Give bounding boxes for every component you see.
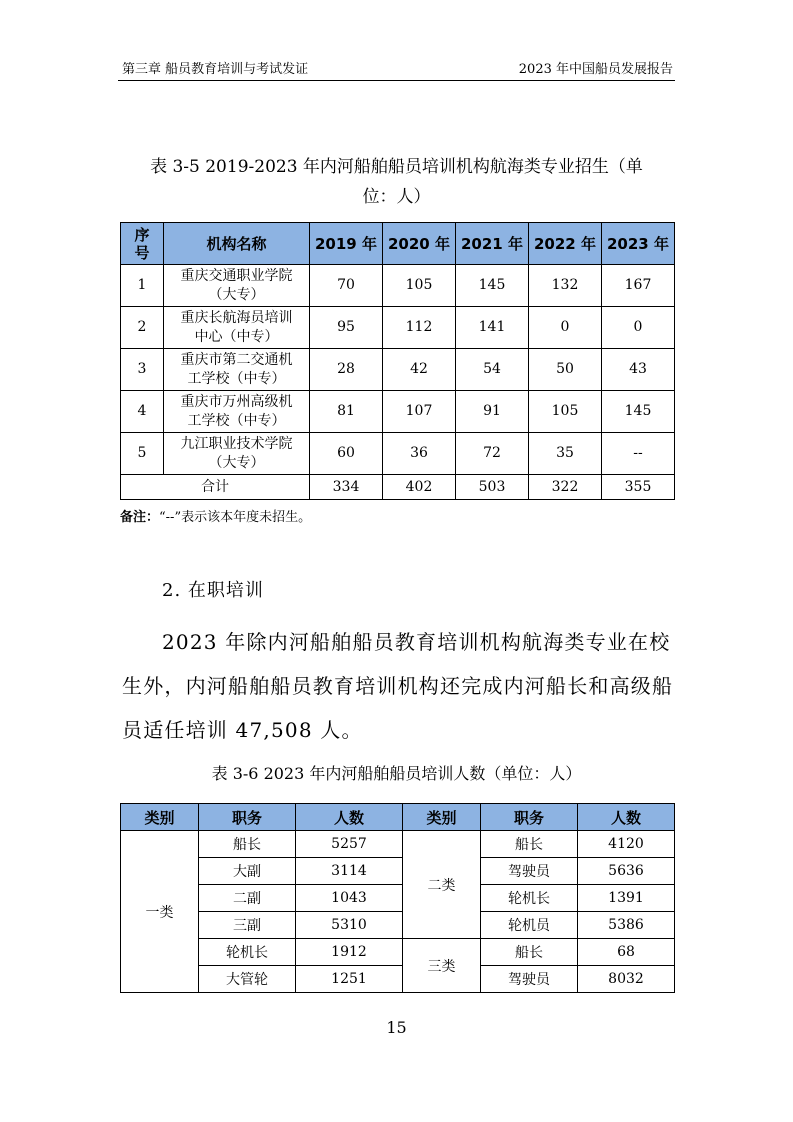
institution-name-line2: 中心（中专） [194, 328, 279, 345]
row-number: 3 [121, 349, 164, 391]
value-cell: 35 [529, 433, 602, 475]
header-institution: 机构名称 [164, 223, 310, 265]
count-cell: 4120 [578, 831, 675, 858]
header-seq-line1: 序 [134, 225, 150, 244]
header-count: 人数 [578, 804, 675, 831]
total-cell: 355 [602, 475, 675, 500]
page-number: 15 [386, 1018, 407, 1037]
count-cell: 1251 [296, 966, 403, 993]
value-cell: 0 [529, 307, 602, 349]
table-note [120, 506, 311, 525]
value-cell: 145 [602, 391, 675, 433]
table-row [121, 912, 675, 939]
header-chapter-title: 第三章 船员教育培训与考试发证 [122, 62, 309, 77]
value-cell: 50 [529, 349, 602, 391]
total-label: 合计 [121, 475, 310, 500]
count-cell: 8032 [578, 966, 675, 993]
table1-caption-line1: 表 3-5 2019-2023 年内河船舶船员培训机构航海类专业招生（单 [150, 157, 643, 177]
value-cell: 141 [456, 307, 529, 349]
count-cell: 1912 [296, 939, 403, 966]
value-cell: 0 [602, 307, 675, 349]
table-row [121, 265, 675, 307]
value-cell: 91 [456, 391, 529, 433]
institution-name [164, 307, 310, 349]
position-cell: 轮机长 [199, 939, 296, 966]
count-cell: 68 [578, 939, 675, 966]
category-cell-blank [403, 831, 481, 858]
table1-caption-line2: 位：人） [362, 187, 431, 207]
category-cell [403, 858, 481, 939]
position-cell: 船长 [481, 939, 578, 966]
header-position: 职务 [199, 804, 296, 831]
header-category: 类别 [403, 804, 481, 831]
position-cell: 轮机长 [481, 885, 578, 912]
training-count-table [120, 803, 675, 993]
category-label: 二类 [427, 877, 456, 894]
position-cell: 三副 [199, 912, 296, 939]
count-cell: 1391 [578, 885, 675, 912]
value-cell: 112 [383, 307, 456, 349]
header-category: 类别 [121, 804, 199, 831]
header-divider [118, 80, 675, 81]
value-cell: 72 [456, 433, 529, 475]
row-number: 5 [121, 433, 164, 475]
institution-name-line2: （大专） [208, 454, 265, 471]
count-cell: 5636 [578, 858, 675, 885]
position-cell: 二副 [199, 885, 296, 912]
institution-name-line1: 重庆交通职业学院 [180, 267, 293, 284]
value-cell: 167 [602, 265, 675, 307]
header-2021: 2021 年 [456, 223, 529, 265]
institution-name-line2: 工学校（中专） [187, 412, 286, 429]
value-cell: 107 [383, 391, 456, 433]
institution-name-line1: 重庆市万州高级机 [180, 393, 293, 410]
institution-name [164, 391, 310, 433]
value-cell: 43 [602, 349, 675, 391]
table-row [121, 391, 675, 433]
institution-name [164, 265, 310, 307]
count-cell: 3114 [296, 858, 403, 885]
table-row [121, 966, 675, 993]
value-cell: 28 [310, 349, 383, 391]
position-cell: 大副 [199, 858, 296, 885]
value-cell: 36 [383, 433, 456, 475]
position-cell: 大管轮 [199, 966, 296, 993]
enrollment-table [120, 222, 675, 500]
institution-name-line1: 九江职业技术学院 [180, 435, 293, 452]
value-cell: 81 [310, 391, 383, 433]
header-count: 人数 [296, 804, 403, 831]
header-2019: 2019 年 [310, 223, 383, 265]
value-cell: 42 [383, 349, 456, 391]
position-cell: 轮机员 [481, 912, 578, 939]
count-cell: 5310 [296, 912, 403, 939]
table-row [121, 349, 675, 391]
total-cell: 503 [456, 475, 529, 500]
category-cell: 一类 [121, 831, 199, 993]
table2-caption: 表 3-6 2023 年内河船舶船员培训人数（单位：人） [211, 764, 582, 783]
value-cell: -- [602, 433, 675, 475]
note-label: 备注： [120, 510, 160, 525]
position-cell: 船长 [199, 831, 296, 858]
table-header-row [121, 804, 675, 831]
institution-name-line2: 工学校（中专） [187, 370, 286, 387]
header-2022: 2022 年 [529, 223, 602, 265]
section-subheading: 2. 在职培训 [162, 580, 264, 601]
count-cell: 5257 [296, 831, 403, 858]
institution-name-line1: 重庆长航海员培训 [180, 309, 293, 326]
institution-name [164, 433, 310, 475]
value-cell: 70 [310, 265, 383, 307]
note-text: “--”表示该本年度未招生。 [159, 510, 312, 525]
table-row [121, 939, 675, 966]
row-number: 2 [121, 307, 164, 349]
table-row [121, 858, 675, 885]
value-cell: 105 [529, 391, 602, 433]
table1-caption [118, 152, 675, 212]
total-cell: 334 [310, 475, 383, 500]
institution-name [164, 349, 310, 391]
row-number: 1 [121, 265, 164, 307]
header-report-title: 2023 年中国船员发展报告 [518, 62, 673, 77]
value-cell: 105 [383, 265, 456, 307]
body-paragraph: 2023 年除内河船舶船员教育培训机构航海类专业在校生外，内河船舶船员教育培训机构还完成内河船长和高级船员适任培训 47,508 人。 [122, 630, 674, 742]
value-cell: 145 [456, 265, 529, 307]
total-row [121, 475, 675, 500]
table-header-row [121, 223, 675, 265]
value-cell: 95 [310, 307, 383, 349]
category-cell: 三类 [403, 939, 481, 993]
table-row [121, 433, 675, 475]
position-cell: 驾驶员 [481, 858, 578, 885]
header-seq-line2: 号 [134, 243, 150, 262]
position-cell: 船长 [481, 831, 578, 858]
position-cell: 驾驶员 [481, 966, 578, 993]
value-cell: 54 [456, 349, 529, 391]
value-cell: 132 [529, 265, 602, 307]
header-2023: 2023 年 [602, 223, 675, 265]
total-cell: 402 [383, 475, 456, 500]
institution-name-line2: （大专） [208, 286, 265, 303]
total-cell: 322 [529, 475, 602, 500]
count-cell: 1043 [296, 885, 403, 912]
header-2020: 2020 年 [383, 223, 456, 265]
row-number: 4 [121, 391, 164, 433]
value-cell: 60 [310, 433, 383, 475]
table-row [121, 831, 675, 858]
header-position: 职务 [481, 804, 578, 831]
table-row [121, 885, 675, 912]
table-row [121, 307, 675, 349]
count-cell: 5386 [578, 912, 675, 939]
institution-name-line1: 重庆市第二交通机 [180, 351, 293, 368]
header-seq [121, 223, 164, 265]
